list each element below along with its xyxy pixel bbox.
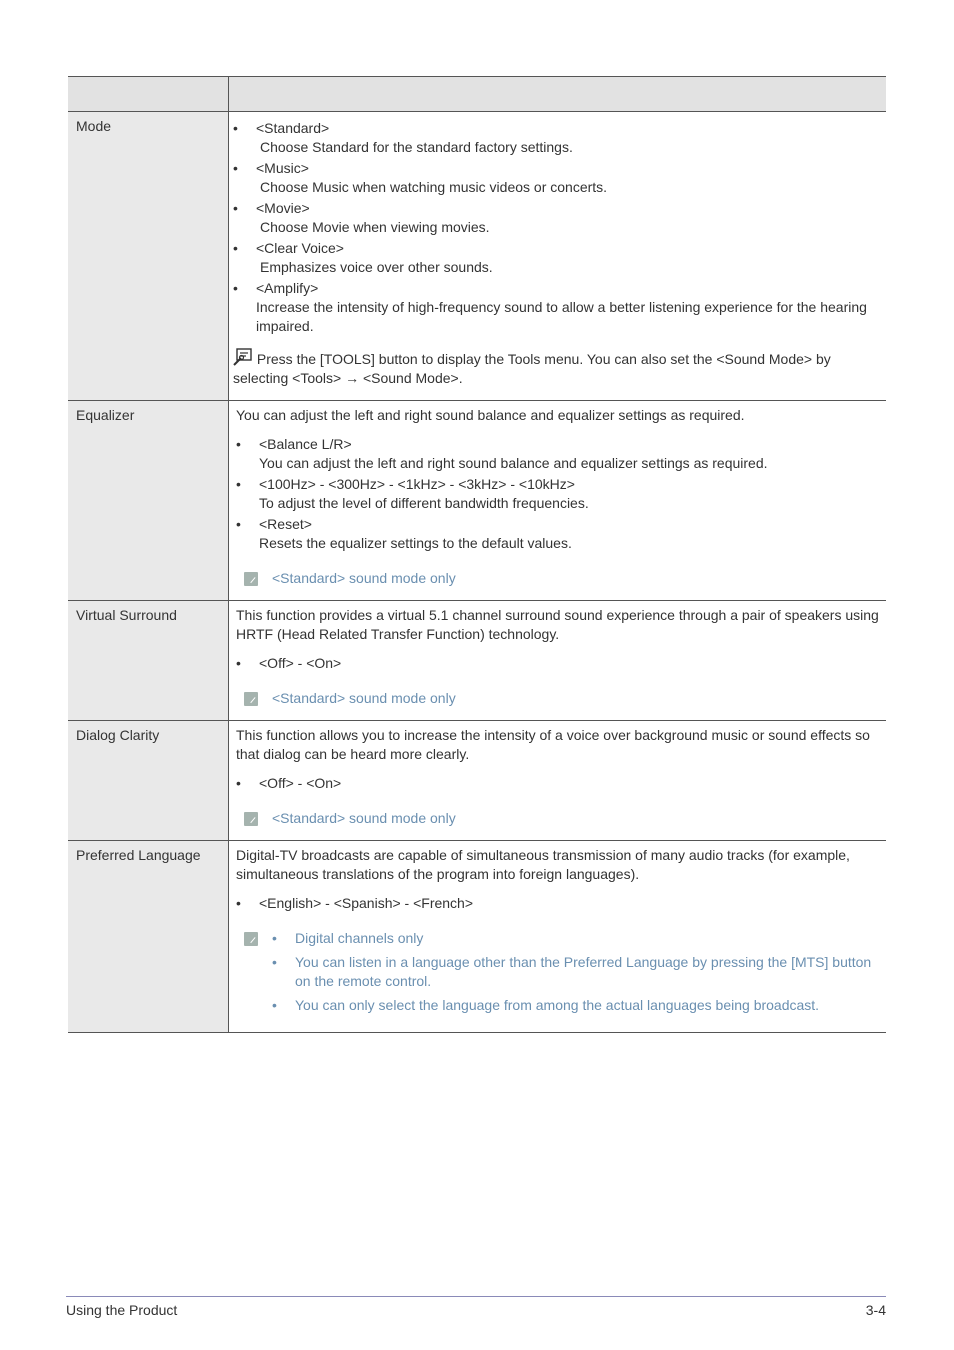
row-content-mode	[229, 112, 886, 400]
note-icon	[244, 572, 258, 586]
row-content-virtual-surround	[229, 601, 886, 720]
intro-text: Digital-TV broadcasts are capable of simultaneous transmission of many audio tracks (for example, simultaneous translations of the program into foreign languages).	[236, 847, 850, 882]
note-icon	[244, 932, 258, 946]
row-label-equalizer: Equalizer	[76, 407, 135, 423]
table-row-mode	[68, 112, 886, 401]
row-label-virtual-surround: Virtual Surround	[76, 607, 177, 623]
list-item: • <English> - <Spanish> - <French>	[236, 894, 880, 913]
row-content-equalizer	[229, 401, 886, 600]
intro-text: This function provides a virtual 5.1 channel surround sound experience through a pair of speakers using HRTF (Head Related Transfer Function) technology.	[236, 607, 879, 642]
settings-table	[68, 76, 886, 1033]
note-item: • You can listen in a language other than the Preferred Language by pressing the [MTS] button on the remote control.	[272, 953, 880, 991]
list-item: • <Standard> Choose Standard for the standard factory settings.	[233, 119, 880, 157]
list-item: • <100Hz> - <300Hz> - <1kHz> - <3kHz> - <10kHz> To adjust the level of different bandwidth frequencies.	[236, 475, 880, 513]
header-col-2	[229, 77, 886, 111]
list-item: • <Off> - <On>	[236, 774, 880, 793]
footer-section-title: Using the Product	[66, 1302, 178, 1318]
row-content-dialog-clarity	[229, 721, 886, 840]
table-row-virtual-surround	[68, 601, 886, 721]
list-item: • <Reset> Resets the equalizer settings to the default values.	[236, 515, 880, 553]
note-item: • Digital channels only	[272, 929, 880, 948]
list-item: • <Music> Choose Music when watching music videos or concerts.	[233, 159, 880, 197]
row-label-preferred-language: Preferred Language	[76, 847, 201, 863]
page-number: 3-4	[865, 1302, 886, 1318]
table-header	[68, 77, 886, 112]
note	[236, 929, 880, 1020]
table-row-preferred-language	[68, 841, 886, 1033]
note: <Standard> sound mode only	[236, 689, 880, 708]
note-item: • You can only select the language from among the actual languages being broadcast.	[272, 996, 880, 1015]
intro-text: This function allows you to increase the intensity of a voice over background music or sound effects so that dialog can be heard more clearly.	[236, 727, 870, 762]
tools-icon	[233, 348, 253, 366]
note: <Standard> sound mode only	[236, 809, 880, 828]
intro-text: You can adjust the left and right sound balance and equalizer settings as required.	[236, 407, 745, 423]
tools-note: Press the [TOOLS] button to display the Tools menu. You can also set the <Sound Mode> by selecting <Tools> → <Sound Mode>.	[233, 348, 880, 388]
list-item: • <Movie> Choose Movie when viewing movies.	[233, 199, 880, 237]
table-row-dialog-clarity	[68, 721, 886, 841]
page-footer	[66, 1296, 886, 1318]
row-label-dialog-clarity: Dialog Clarity	[76, 727, 160, 743]
list-item: • <Clear Voice> Emphasizes voice over other sounds.	[233, 239, 880, 277]
list-item: • <Amplify> Increase the intensity of high-frequency sound to allow a better listening experience for the hearing impaired.	[233, 279, 880, 336]
list-item: • <Balance L/R> You can adjust the left and right sound balance and equalizer settings as required.	[236, 435, 880, 473]
note-icon	[244, 812, 258, 826]
row-label-mode: Mode	[76, 118, 112, 134]
list-item: • <Off> - <On>	[236, 654, 880, 673]
note-icon	[244, 692, 258, 706]
row-content-preferred-language	[229, 841, 886, 1032]
header-col-1	[68, 77, 229, 111]
note: <Standard> sound mode only	[236, 569, 880, 588]
table-row-equalizer	[68, 401, 886, 601]
